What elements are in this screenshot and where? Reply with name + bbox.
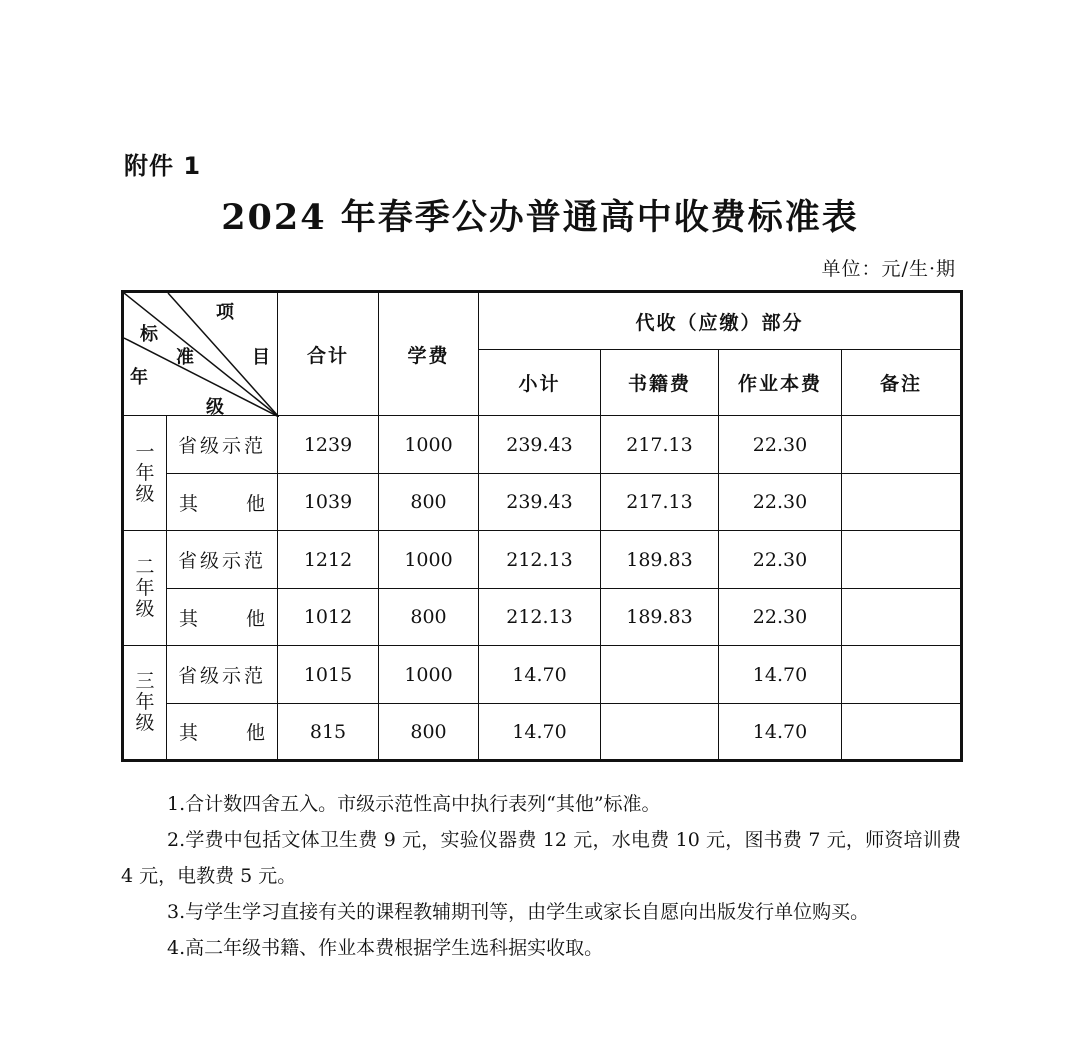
remarks-cell [842,704,962,761]
total-cell: 1012 [278,589,379,646]
category-cell: 其 他 [167,589,278,646]
notes [121,786,961,966]
category-cell: 其 他 [167,474,278,531]
subtotal-cell: 212.13 [479,589,601,646]
tuition-cell: 1000 [379,416,479,474]
diag-label-zhun: 准 [176,347,194,368]
grade-label: 三 年 级 [123,646,167,761]
workbook-cell: 14.70 [719,704,842,761]
total-cell: 815 [278,704,379,761]
category-cell: 其 他 [167,704,278,761]
total-cell: 1015 [278,646,379,704]
workbook-cell: 22.30 [719,589,842,646]
header-tuition: 学费 [379,292,479,416]
diagonal-header-cell [123,292,278,416]
total-cell: 1239 [278,416,379,474]
header-collect: 代收（应缴）部分 [479,292,962,350]
table-row [123,531,962,589]
remarks-cell [842,646,962,704]
unit-label: 单位：元/生·期 [821,258,956,280]
category-cell: 省级示范 [167,646,278,704]
table-row [123,646,962,704]
category-cell: 省级示范 [167,531,278,589]
workbook-cell: 14.70 [719,646,842,704]
diag-label-mu: 目 [252,347,270,368]
table-row [123,474,962,531]
books-cell [601,704,719,761]
diag-label-item: 项 [216,302,234,323]
grade-label: 二 年 级 [123,531,167,646]
books-cell [601,646,719,704]
table-row [123,704,962,761]
books-cell: 217.13 [601,474,719,531]
tuition-cell: 800 [379,474,479,531]
header-subtotal: 小计 [479,350,601,416]
subtotal-cell: 14.70 [479,704,601,761]
tuition-cell: 1000 [379,646,479,704]
header-total: 合计 [278,292,379,416]
diag-label-nian: 年 [130,367,148,388]
tuition-cell: 800 [379,704,479,761]
tuition-cell: 1000 [379,531,479,589]
table-row [123,416,962,474]
note-2: 2.学费中包括文体卫生费 9 元，实验仪器费 12 元，水电费 10 元，图书费 7 元，师资培训费 4 元，电教费 5 元。 [121,829,961,887]
workbook-cell: 22.30 [719,531,842,589]
diag-label-biao: 标 [140,324,158,345]
header-remarks: 备注 [842,350,962,416]
tuition-cell: 800 [379,589,479,646]
diag-label-ji: 级 [206,397,224,418]
books-cell: 217.13 [601,416,719,474]
subtotal-cell: 239.43 [479,416,601,474]
header-books: 书籍费 [601,350,719,416]
grade-label: 一 年 级 [123,416,167,531]
subtotal-cell: 14.70 [479,646,601,704]
note-1: 1.合计数四舍五入。市级示范性高中执行表列“其他”标准。 [167,793,661,815]
remarks-cell [842,474,962,531]
workbook-cell: 22.30 [719,416,842,474]
books-cell: 189.83 [601,589,719,646]
total-cell: 1039 [278,474,379,531]
remarks-cell [842,416,962,474]
note-3: 3.与学生学习直接有关的课程教辅期刊等，由学生或家长自愿向出版发行单位购买。 [167,901,870,923]
category-cell: 省级示范 [167,416,278,474]
remarks-cell [842,589,962,646]
subtotal-cell: 212.13 [479,531,601,589]
fee-table [121,290,963,762]
header-workbook: 作业本费 [719,350,842,416]
books-cell: 189.83 [601,531,719,589]
table-row [123,589,962,646]
remarks-cell [842,531,962,589]
note-4: 4.高二年级书籍、作业本费根据学生选科据实收取。 [167,937,604,959]
document-title: 2024 年春季公办普通高中收费标准表 [221,197,859,238]
total-cell: 1212 [278,531,379,589]
workbook-cell: 22.30 [719,474,842,531]
attachment-label: 附件 1 [124,152,202,180]
subtotal-cell: 239.43 [479,474,601,531]
